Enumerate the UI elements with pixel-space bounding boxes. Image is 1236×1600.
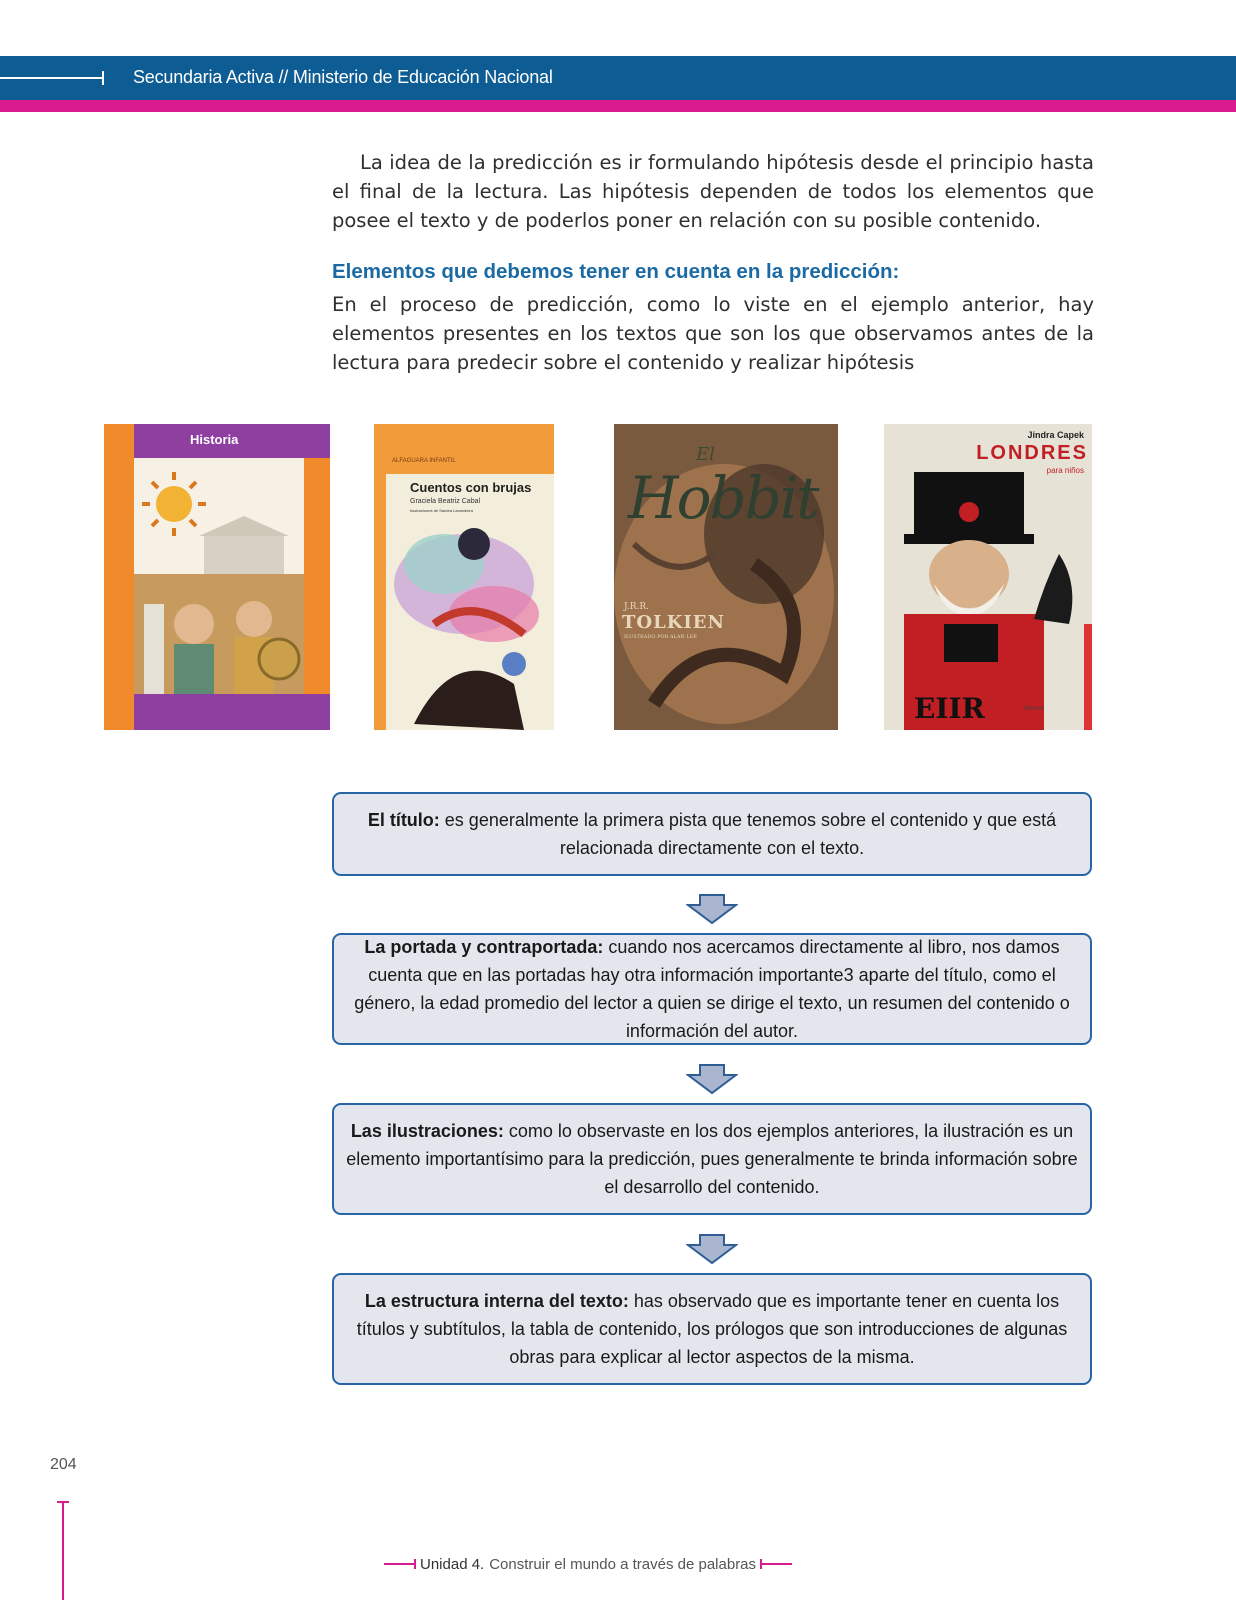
footer-rule-tick (414, 1559, 416, 1569)
brujas-cover-publisher: ALFAGUARA INFANTIL (392, 458, 456, 464)
hobbit-cover-pre: El (696, 444, 715, 465)
flow-box-text: es generalmente la primera pista que tenemos sobre el contenido y que está relacionada directamente con el texto. (439, 810, 1057, 858)
brujas-cover-author: Graciela Beatriz Cabal (410, 498, 481, 505)
hobbit-cover-title: Hobbit (628, 464, 818, 532)
flow-box-label: Las ilustraciones: (350, 1121, 504, 1141)
flow-box-text: has observado que es importante tener en cuenta los títulos y subtítulos, la tabla de contenido, los prólogos que son introducciones de algunas obras para explicar al lector aspectos de la misma. (356, 1291, 1068, 1367)
flow-box-label: La portada y contraportada: (364, 937, 604, 957)
section-paragraph: En el proceso de predicción, como lo viste en el ejemplo anterior, hay elementos presentes en los textos que son los que observamos antes de la lectura para predecir sobre el contenido y realizar hipótesis (332, 293, 1094, 374)
flow-box-label: La estructura interna del texto: (364, 1291, 629, 1311)
londres-cover-emblem: EIIR (914, 692, 985, 725)
flow-box-text: como lo observaste en los dos ejemplos anteriores, la ilustración es un elemento importantísimo para la predicción, pues generalmente te brinda información sobre el desarrollo del contenido. (346, 1121, 1078, 1197)
londres-cover-publisher: Narcea (1024, 706, 1044, 712)
londres-cover-subtitle: para niños (1046, 466, 1084, 475)
down-arrow-icon (686, 1063, 738, 1095)
brujas-cover-art (374, 424, 554, 730)
flow-box-estructura (332, 1273, 1092, 1385)
hobbit-cover-author: TOLKIEN (622, 612, 725, 633)
brujas-cover-illustrator: Ilustraciones de Sandra Lavandeira (410, 508, 473, 513)
flow-box-titulo (332, 792, 1092, 876)
header-accent-stripe (0, 100, 1236, 112)
book-cover-londres-para-ninos (884, 424, 1092, 730)
book-cover-cuentos-con-brujas (374, 424, 554, 730)
header-title: Secundaria Activa // Ministerio de Educación Nacional (133, 67, 553, 87)
brujas-cover-title: Cuentos con brujas (410, 480, 532, 495)
book-cover-el-hobbit (614, 424, 838, 730)
section-heading: Elementos que debemos tener en cuenta en la predicción: (332, 260, 900, 283)
flow-box-portada (332, 933, 1092, 1045)
historia-cover-art (104, 424, 330, 730)
flow-box-text: cuando nos acercamos directamente al libro, nos damos cuenta que en las portadas hay otra información importante3 aparte del título, como el género, la edad promedio del lector a quien se dirige el texto, un resumen del contenido o información del autor. (354, 937, 1070, 1041)
londres-cover-author: Jindra Capek (1027, 430, 1084, 440)
footer-subtitle: Construir el mundo a través de palabras (489, 1555, 757, 1573)
down-arrow-icon (686, 1233, 738, 1265)
header-rule-tick (102, 71, 104, 85)
footer-unit: Unidad 4. (420, 1555, 485, 1573)
intro-paragraph: La idea de la predicción es ir formulando hipótesis desde el principio hasta el final de la lectura. Las hipótesis dependen de todos los elementos que posee el texto y de poderlos poner en relación con su posible contenido. (332, 151, 1094, 232)
margin-rule (62, 1502, 64, 1600)
header-rule (0, 77, 104, 79)
flow-box-ilustraciones (332, 1103, 1092, 1215)
flow-box-label: El título: (367, 810, 440, 830)
hobbit-cover-initials: J.R.R. (624, 602, 650, 612)
footer-rule-left (384, 1563, 414, 1565)
hobbit-cover-credit: ILUSTRADO POR ALAN LEE (624, 634, 698, 640)
historia-cover-title: Historia (190, 432, 239, 447)
down-arrow-icon (686, 893, 738, 925)
book-cover-historia (104, 424, 330, 730)
page-number: 204 (50, 1456, 77, 1473)
footer-rule-right (762, 1563, 792, 1565)
londres-cover-title: LONDRES (976, 442, 1088, 464)
footer (384, 1553, 792, 1575)
